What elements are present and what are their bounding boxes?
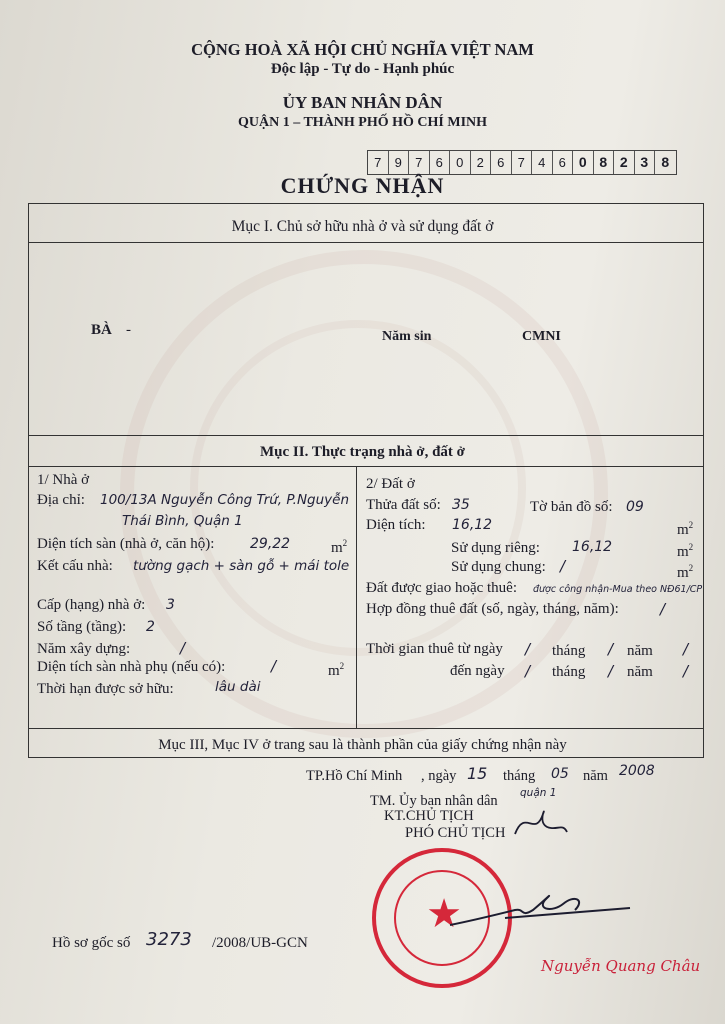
aux-area-value: / bbox=[271, 657, 277, 675]
serial-digit: 6 bbox=[553, 151, 574, 174]
common-use-label: Sử dụng chung: bbox=[451, 559, 546, 575]
lease-to-day: / bbox=[525, 662, 531, 680]
authority-title: ỦY BAN NHÂN DÂN bbox=[282, 93, 443, 112]
star-icon: ★ bbox=[426, 891, 462, 936]
land-title: 2/ Đất ở bbox=[366, 476, 415, 492]
document-title: CHỨNG NHẬN bbox=[280, 173, 445, 198]
year-label: năm bbox=[583, 768, 608, 784]
signature-scribble bbox=[445, 880, 635, 940]
ownership-term-value: lâu dài bbox=[215, 679, 261, 695]
divider bbox=[28, 466, 704, 467]
serial-digit: 4 bbox=[532, 151, 553, 174]
grade-label: Cấp (hạng) nhà ở: bbox=[37, 597, 146, 613]
aux-area-unit: $m^2$ bbox=[328, 661, 345, 679]
lease-to-month: / bbox=[608, 662, 614, 680]
record-suffix: /2008/UB-GCN bbox=[212, 935, 308, 951]
day-label: , ngày bbox=[421, 768, 457, 784]
owner-redacted-dash: - bbox=[126, 322, 131, 338]
column-divider bbox=[356, 466, 357, 728]
serial-digit: 2 bbox=[614, 151, 635, 174]
aux-area-label: Diện tích sàn nhà phụ (nếu có): bbox=[37, 659, 226, 675]
land-area-label: Diện tích: bbox=[366, 517, 426, 533]
lease-from-year: / bbox=[683, 640, 689, 658]
land-area-value: 16,12 bbox=[452, 517, 493, 533]
structure-value: tường gạch + sàn gỗ + mái tole bbox=[133, 558, 350, 574]
serial-number bbox=[367, 150, 677, 175]
grade-value: 3 bbox=[166, 597, 175, 613]
serial-digit: 9 bbox=[389, 151, 410, 174]
year-built-label: Năm xây dựng: bbox=[37, 641, 131, 657]
structure-label: Kết cấu nhà: bbox=[37, 558, 113, 574]
divider bbox=[28, 435, 704, 436]
divider bbox=[28, 728, 704, 729]
parcel-value: 35 bbox=[452, 497, 470, 513]
serial-digit: 3 bbox=[635, 151, 656, 174]
ownership-term-label: Thời hạn được sở hữu: bbox=[37, 681, 174, 697]
lease-from-label: Thời gian thuê từ ngày bbox=[366, 641, 503, 657]
floors-label: Số tầng (tầng): bbox=[37, 619, 127, 635]
lease-to-year: / bbox=[683, 662, 689, 680]
initial-mark bbox=[505, 798, 575, 848]
lease-from-month-label: tháng bbox=[552, 643, 586, 659]
serial-digit: 6 bbox=[430, 151, 451, 174]
lease-to-label: đến ngày bbox=[450, 663, 505, 679]
floors-value: 2 bbox=[146, 619, 155, 635]
month-label: tháng bbox=[503, 768, 536, 784]
national-title: CỘNG HOÀ XÃ HỘI CHỦ NGHĨA VIỆT NAM bbox=[191, 40, 534, 59]
map-sheet-label: Tờ bản đồ số: bbox=[530, 499, 613, 515]
section1-heading: Mục I. Chủ sở hữu nhà ở và sử dụng đất ở bbox=[231, 218, 494, 235]
serial-digit: 2 bbox=[471, 151, 492, 174]
floor-area-unit: $m^2$ bbox=[331, 538, 348, 556]
address-line1: 100/13A Nguyễn Công Trứ, P.Nguyễn bbox=[100, 492, 350, 508]
district-title: QUẬN 1 – THÀNH PHỐ HỒ CHÍ MINH bbox=[237, 115, 488, 130]
lease-from-year-label: năm bbox=[627, 643, 653, 659]
allocation-value: được công nhận-Mua theo NĐ61/CP bbox=[533, 584, 703, 595]
owner-prefix: BÀ bbox=[91, 322, 112, 338]
serial-digit: 7 bbox=[512, 151, 533, 174]
year-built-value: / bbox=[180, 639, 186, 657]
lease-from-month: / bbox=[608, 640, 614, 658]
signatory-title: PHÓ CHỦ TỊCH bbox=[405, 825, 506, 841]
serial-digit: 6 bbox=[491, 151, 512, 174]
address-line2: Thái Bình, Quận 1 bbox=[122, 513, 243, 529]
lease-from-day: / bbox=[525, 640, 531, 658]
attachment-note: Mục III, Mục IV ở trang sau là thành phần của giấy chứng nhận này bbox=[158, 737, 567, 753]
lease-contract-value: / bbox=[660, 600, 666, 618]
private-use-label: Sử dụng riêng: bbox=[451, 540, 540, 556]
birth-year-label: Năm sin bbox=[382, 329, 432, 344]
divider bbox=[28, 242, 704, 243]
issue-year: 2008 bbox=[619, 763, 655, 779]
section2-heading: Mục II. Thực trạng nhà ở, đất ở bbox=[260, 444, 465, 460]
signatory-authority-hand: quận 1 bbox=[520, 787, 557, 799]
common-use-value: / bbox=[560, 557, 566, 575]
address-label: Địa chỉ: bbox=[37, 492, 85, 508]
signatory-role: KT.CHỦ TỊCH bbox=[384, 808, 474, 824]
house-title: 1/ Nhà ở bbox=[37, 472, 90, 488]
serial-digit: 8 bbox=[661, 154, 670, 170]
floor-area-label: Diện tích sàn (nhà ở, căn hộ): bbox=[37, 536, 215, 552]
common-use-unit: $m^2$ bbox=[677, 563, 694, 581]
id-number-label: CMNI bbox=[522, 329, 561, 344]
lease-to-year-label: năm bbox=[627, 664, 653, 680]
signatory-authority: TM. Ủy ban nhân dân bbox=[370, 793, 498, 809]
map-sheet-value: 09 bbox=[626, 499, 644, 515]
lease-to-month-label: tháng bbox=[552, 664, 586, 680]
record-number: 3273 bbox=[146, 929, 192, 950]
issue-day: 15 bbox=[467, 764, 488, 783]
private-use-unit: $m^2$ bbox=[677, 542, 694, 560]
lease-contract-label: Hợp đồng thuê đất (số, ngày, tháng, năm): bbox=[366, 601, 619, 617]
land-area-unit: $m^2$ bbox=[677, 520, 694, 538]
national-motto: Độc lập - Tự do - Hạnh phúc bbox=[270, 61, 455, 77]
signer-name: Nguyễn Quang Châu bbox=[541, 957, 701, 975]
record-label: Hồ sơ gốc số bbox=[52, 935, 131, 951]
serial-digit: 0 bbox=[450, 151, 471, 174]
serial-digit: 7 bbox=[409, 151, 430, 174]
serial-digit: 8 bbox=[594, 151, 615, 174]
private-use-value: 16,12 bbox=[572, 539, 613, 555]
floor-area-value: 29,22 bbox=[250, 536, 291, 552]
issue-place: TP.Hồ Chí Minh bbox=[306, 768, 403, 784]
allocation-label: Đất được giao hoặc thuê: bbox=[366, 580, 518, 596]
serial-digit: 7 bbox=[368, 151, 389, 174]
issue-month: 05 bbox=[551, 766, 569, 782]
parcel-label: Thửa đất số: bbox=[366, 497, 441, 513]
serial-digit: 0 bbox=[573, 151, 594, 174]
